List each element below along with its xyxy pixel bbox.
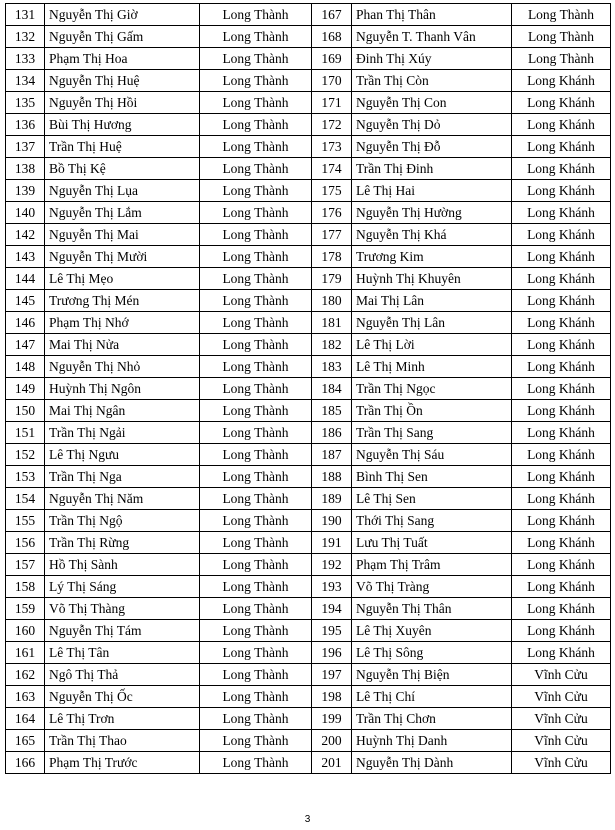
left-place-cell: Long Thành xyxy=(200,246,312,268)
right-place-cell: Long Khánh xyxy=(512,422,611,444)
right-number-cell: 184 xyxy=(312,378,352,400)
table-row xyxy=(6,48,611,70)
table-row xyxy=(6,312,611,334)
right-place-cell: Vĩnh Cửu xyxy=(512,730,611,752)
left-number-cell: 133 xyxy=(6,48,45,70)
right-name-cell: Nguyễn Thị Con xyxy=(352,92,512,114)
right-name-cell: Huỳnh Thị Danh xyxy=(352,730,512,752)
left-number-cell: 164 xyxy=(6,708,45,730)
left-name-cell: Bùi Thị Hương xyxy=(45,114,200,136)
right-name-cell: Phan Thị Thân xyxy=(352,4,512,26)
left-name-cell: Nguyễn Thị Nhỏ xyxy=(45,356,200,378)
left-place-cell: Long Thành xyxy=(200,48,312,70)
left-number-cell: 154 xyxy=(6,488,45,510)
left-name-cell: Trần Thị Ngải xyxy=(45,422,200,444)
table-row xyxy=(6,356,611,378)
left-place-cell: Long Thành xyxy=(200,70,312,92)
right-name-cell: Nguyễn Thị Hường xyxy=(352,202,512,224)
left-place-cell: Long Thành xyxy=(200,510,312,532)
right-number-cell: 199 xyxy=(312,708,352,730)
right-place-cell: Long Khánh xyxy=(512,92,611,114)
right-place-cell: Long Khánh xyxy=(512,510,611,532)
right-place-cell: Long Khánh xyxy=(512,246,611,268)
right-number-cell: 196 xyxy=(312,642,352,664)
right-number-cell: 181 xyxy=(312,312,352,334)
table-row xyxy=(6,268,611,290)
left-number-cell: 147 xyxy=(6,334,45,356)
left-name-cell: Lý Thị Sáng xyxy=(45,576,200,598)
left-place-cell: Long Thành xyxy=(200,202,312,224)
left-name-cell: Ngô Thị Thả xyxy=(45,664,200,686)
left-number-cell: 152 xyxy=(6,444,45,466)
right-name-cell: Lê Thị Xuyên xyxy=(352,620,512,642)
left-name-cell: Bồ Thị Kệ xyxy=(45,158,200,180)
right-number-cell: 194 xyxy=(312,598,352,620)
left-place-cell: Long Thành xyxy=(200,466,312,488)
left-number-cell: 137 xyxy=(6,136,45,158)
left-number-cell: 163 xyxy=(6,686,45,708)
right-number-cell: 188 xyxy=(312,466,352,488)
right-number-cell: 177 xyxy=(312,224,352,246)
left-number-cell: 157 xyxy=(6,554,45,576)
right-number-cell: 179 xyxy=(312,268,352,290)
right-place-cell: Long Khánh xyxy=(512,620,611,642)
left-place-cell: Long Thành xyxy=(200,620,312,642)
right-place-cell: Long Khánh xyxy=(512,114,611,136)
right-place-cell: Vĩnh Cửu xyxy=(512,686,611,708)
table-row xyxy=(6,642,611,664)
right-number-cell: 195 xyxy=(312,620,352,642)
left-name-cell: Phạm Thị Trước xyxy=(45,752,200,774)
left-place-cell: Long Thành xyxy=(200,180,312,202)
left-number-cell: 131 xyxy=(6,4,45,26)
right-name-cell: Nguyễn Thị Dỏ xyxy=(352,114,512,136)
right-name-cell: Lê Thị Minh xyxy=(352,356,512,378)
left-name-cell: Nguyễn Thị Mười xyxy=(45,246,200,268)
left-number-cell: 158 xyxy=(6,576,45,598)
left-place-cell: Long Thành xyxy=(200,290,312,312)
right-number-cell: 191 xyxy=(312,532,352,554)
right-place-cell: Long Khánh xyxy=(512,290,611,312)
left-name-cell: Nguyễn Thị Gấm xyxy=(45,26,200,48)
left-number-cell: 155 xyxy=(6,510,45,532)
left-name-cell: Phạm Thị Nhớ xyxy=(45,312,200,334)
right-place-cell: Long Khánh xyxy=(512,312,611,334)
right-name-cell: Trương Kim xyxy=(352,246,512,268)
left-place-cell: Long Thành xyxy=(200,532,312,554)
right-number-cell: 178 xyxy=(312,246,352,268)
right-place-cell: Long Khánh xyxy=(512,356,611,378)
left-number-cell: 143 xyxy=(6,246,45,268)
right-number-cell: 168 xyxy=(312,26,352,48)
left-name-cell: Trương Thị Mén xyxy=(45,290,200,312)
left-name-cell: Nguyễn Thị Lắm xyxy=(45,202,200,224)
table-row xyxy=(6,92,611,114)
right-place-cell: Long Khánh xyxy=(512,268,611,290)
left-place-cell: Long Thành xyxy=(200,730,312,752)
right-name-cell: Nguyễn Thị Đỗ xyxy=(352,136,512,158)
left-place-cell: Long Thành xyxy=(200,686,312,708)
right-place-cell: Long Khánh xyxy=(512,400,611,422)
table-row xyxy=(6,378,611,400)
right-place-cell: Long Khánh xyxy=(512,202,611,224)
right-name-cell: Trần Thị Sang xyxy=(352,422,512,444)
right-place-cell: Long Khánh xyxy=(512,158,611,180)
left-place-cell: Long Thành xyxy=(200,92,312,114)
right-name-cell: Mai Thị Lân xyxy=(352,290,512,312)
left-place-cell: Long Thành xyxy=(200,356,312,378)
right-name-cell: Đinh Thị Xúy xyxy=(352,48,512,70)
right-place-cell: Long Khánh xyxy=(512,444,611,466)
left-name-cell: Nguyễn Thị Ốc xyxy=(45,686,200,708)
table-row xyxy=(6,334,611,356)
table-row xyxy=(6,4,611,26)
table-body xyxy=(6,4,611,774)
left-name-cell: Huỳnh Thị Ngôn xyxy=(45,378,200,400)
right-number-cell: 190 xyxy=(312,510,352,532)
left-place-cell: Long Thành xyxy=(200,334,312,356)
right-name-cell: Trần Thị Ồn xyxy=(352,400,512,422)
table-row xyxy=(6,290,611,312)
left-place-cell: Long Thành xyxy=(200,598,312,620)
left-name-cell: Mai Thị Nửa xyxy=(45,334,200,356)
right-number-cell: 198 xyxy=(312,686,352,708)
table-row xyxy=(6,246,611,268)
right-name-cell: Nguyễn Thị Biện xyxy=(352,664,512,686)
right-name-cell: Trần Thị Đinh xyxy=(352,158,512,180)
table-row xyxy=(6,598,611,620)
left-number-cell: 166 xyxy=(6,752,45,774)
right-number-cell: 201 xyxy=(312,752,352,774)
right-name-cell: Nguyễn Thị Dành xyxy=(352,752,512,774)
left-number-cell: 165 xyxy=(6,730,45,752)
left-place-cell: Long Thành xyxy=(200,554,312,576)
left-place-cell: Long Thành xyxy=(200,224,312,246)
table-row xyxy=(6,488,611,510)
right-name-cell: Trần Thị Còn xyxy=(352,70,512,92)
right-number-cell: 169 xyxy=(312,48,352,70)
left-number-cell: 146 xyxy=(6,312,45,334)
right-place-cell: Long Khánh xyxy=(512,554,611,576)
left-number-cell: 161 xyxy=(6,642,45,664)
right-place-cell: Long Khánh xyxy=(512,136,611,158)
right-number-cell: 183 xyxy=(312,356,352,378)
right-place-cell: Long Thành xyxy=(512,48,611,70)
right-name-cell: Phạm Thị Trâm xyxy=(352,554,512,576)
right-number-cell: 189 xyxy=(312,488,352,510)
left-number-cell: 149 xyxy=(6,378,45,400)
left-name-cell: Võ Thị Thàng xyxy=(45,598,200,620)
table-row xyxy=(6,202,611,224)
left-place-cell: Long Thành xyxy=(200,114,312,136)
right-number-cell: 180 xyxy=(312,290,352,312)
table-row xyxy=(6,158,611,180)
left-number-cell: 139 xyxy=(6,180,45,202)
table-row xyxy=(6,730,611,752)
name-list-table xyxy=(5,3,611,774)
left-place-cell: Long Thành xyxy=(200,158,312,180)
left-name-cell: Trần Thị Ngộ xyxy=(45,510,200,532)
right-number-cell: 185 xyxy=(312,400,352,422)
left-name-cell: Trần Thị Nga xyxy=(45,466,200,488)
page-number: 3 xyxy=(304,814,311,825)
right-place-cell: Long Khánh xyxy=(512,224,611,246)
table-row xyxy=(6,224,611,246)
right-number-cell: 182 xyxy=(312,334,352,356)
right-place-cell: Long Khánh xyxy=(512,70,611,92)
left-name-cell: Lê Thị Trơn xyxy=(45,708,200,730)
left-number-cell: 145 xyxy=(6,290,45,312)
right-name-cell: Lê Thị Sông xyxy=(352,642,512,664)
right-place-cell: Long Khánh xyxy=(512,466,611,488)
table-row xyxy=(6,180,611,202)
table-row xyxy=(6,422,611,444)
left-number-cell: 144 xyxy=(6,268,45,290)
table-row xyxy=(6,752,611,774)
left-name-cell: Nguyễn Thị Huệ xyxy=(45,70,200,92)
left-name-cell: Lê Thị Ngưu xyxy=(45,444,200,466)
right-place-cell: Long Thành xyxy=(512,26,611,48)
right-name-cell: Thới Thị Sang xyxy=(352,510,512,532)
right-number-cell: 187 xyxy=(312,444,352,466)
left-place-cell: Long Thành xyxy=(200,136,312,158)
left-name-cell: Trần Thị Huệ xyxy=(45,136,200,158)
right-number-cell: 193 xyxy=(312,576,352,598)
right-number-cell: 175 xyxy=(312,180,352,202)
right-place-cell: Long Khánh xyxy=(512,378,611,400)
left-place-cell: Long Thành xyxy=(200,576,312,598)
left-number-cell: 159 xyxy=(6,598,45,620)
right-number-cell: 186 xyxy=(312,422,352,444)
left-name-cell: Nguyễn Thị Năm xyxy=(45,488,200,510)
left-name-cell: Nguyễn Thị Tám xyxy=(45,620,200,642)
right-name-cell: Lưu Thị Tuất xyxy=(352,532,512,554)
right-number-cell: 170 xyxy=(312,70,352,92)
left-number-cell: 134 xyxy=(6,70,45,92)
left-place-cell: Long Thành xyxy=(200,312,312,334)
right-place-cell: Vĩnh Cửu xyxy=(512,664,611,686)
left-number-cell: 162 xyxy=(6,664,45,686)
left-name-cell: Nguyễn Thị Hồi xyxy=(45,92,200,114)
left-name-cell: Nguyễn Thị Mai xyxy=(45,224,200,246)
table-row xyxy=(6,620,611,642)
left-place-cell: Long Thành xyxy=(200,642,312,664)
right-name-cell: Trần Thị Chơn xyxy=(352,708,512,730)
left-number-cell: 156 xyxy=(6,532,45,554)
right-place-cell: Long Khánh xyxy=(512,642,611,664)
table-row xyxy=(6,400,611,422)
left-place-cell: Long Thành xyxy=(200,268,312,290)
table-row xyxy=(6,686,611,708)
table-row xyxy=(6,532,611,554)
right-name-cell: Lê Thị Sen xyxy=(352,488,512,510)
table-row xyxy=(6,444,611,466)
left-number-cell: 148 xyxy=(6,356,45,378)
right-number-cell: 167 xyxy=(312,4,352,26)
table-row xyxy=(6,554,611,576)
left-name-cell: Mai Thị Ngân xyxy=(45,400,200,422)
right-name-cell: Lê Thị Hai xyxy=(352,180,512,202)
table-row xyxy=(6,576,611,598)
right-place-cell: Vĩnh Cửu xyxy=(512,708,611,730)
right-number-cell: 176 xyxy=(312,202,352,224)
left-number-cell: 135 xyxy=(6,92,45,114)
right-number-cell: 174 xyxy=(312,158,352,180)
left-place-cell: Long Thành xyxy=(200,664,312,686)
right-place-cell: Long Khánh xyxy=(512,180,611,202)
right-name-cell: Nguyễn Thị Lân xyxy=(352,312,512,334)
right-number-cell: 173 xyxy=(312,136,352,158)
left-place-cell: Long Thành xyxy=(200,708,312,730)
left-place-cell: Long Thành xyxy=(200,4,312,26)
right-name-cell: Lê Thị Chí xyxy=(352,686,512,708)
left-number-cell: 160 xyxy=(6,620,45,642)
table-row xyxy=(6,664,611,686)
table-row xyxy=(6,708,611,730)
table-row xyxy=(6,26,611,48)
left-name-cell: Trần Thị Rừng xyxy=(45,532,200,554)
right-place-cell: Long Thành xyxy=(512,4,611,26)
left-place-cell: Long Thành xyxy=(200,422,312,444)
left-number-cell: 136 xyxy=(6,114,45,136)
right-number-cell: 171 xyxy=(312,92,352,114)
left-number-cell: 138 xyxy=(6,158,45,180)
left-number-cell: 153 xyxy=(6,466,45,488)
right-place-cell: Long Khánh xyxy=(512,488,611,510)
left-number-cell: 150 xyxy=(6,400,45,422)
left-place-cell: Long Thành xyxy=(200,26,312,48)
left-name-cell: Lê Thị Mẹo xyxy=(45,268,200,290)
right-name-cell: Trần Thị Ngọc xyxy=(352,378,512,400)
table-row xyxy=(6,510,611,532)
left-place-cell: Long Thành xyxy=(200,752,312,774)
left-place-cell: Long Thành xyxy=(200,378,312,400)
right-name-cell: Nguyễn T. Thanh Vân xyxy=(352,26,512,48)
right-number-cell: 197 xyxy=(312,664,352,686)
right-number-cell: 200 xyxy=(312,730,352,752)
left-name-cell: Lê Thị Tân xyxy=(45,642,200,664)
right-name-cell: Lê Thị Lời xyxy=(352,334,512,356)
right-name-cell: Nguyễn Thị Khá xyxy=(352,224,512,246)
left-name-cell: Nguyễn Thị Giờ xyxy=(45,4,200,26)
left-number-cell: 140 xyxy=(6,202,45,224)
table-row xyxy=(6,466,611,488)
left-name-cell: Trần Thị Thao xyxy=(45,730,200,752)
left-place-cell: Long Thành xyxy=(200,444,312,466)
right-number-cell: 192 xyxy=(312,554,352,576)
right-name-cell: Huỳnh Thị Khuyên xyxy=(352,268,512,290)
right-name-cell: Bình Thị Sen xyxy=(352,466,512,488)
right-number-cell: 172 xyxy=(312,114,352,136)
table-row xyxy=(6,70,611,92)
left-number-cell: 142 xyxy=(6,224,45,246)
right-name-cell: Nguyễn Thị Sáu xyxy=(352,444,512,466)
table-row xyxy=(6,136,611,158)
right-place-cell: Long Khánh xyxy=(512,532,611,554)
right-name-cell: Nguyễn Thị Thân xyxy=(352,598,512,620)
right-place-cell: Long Khánh xyxy=(512,576,611,598)
right-place-cell: Long Khánh xyxy=(512,334,611,356)
right-place-cell: Long Khánh xyxy=(512,598,611,620)
left-name-cell: Phạm Thị Hoa xyxy=(45,48,200,70)
right-place-cell: Vĩnh Cửu xyxy=(512,752,611,774)
left-name-cell: Nguyễn Thị Lụa xyxy=(45,180,200,202)
left-place-cell: Long Thành xyxy=(200,488,312,510)
left-place-cell: Long Thành xyxy=(200,400,312,422)
left-number-cell: 132 xyxy=(6,26,45,48)
table-row xyxy=(6,114,611,136)
left-number-cell: 151 xyxy=(6,422,45,444)
left-name-cell: Hồ Thị Sành xyxy=(45,554,200,576)
right-name-cell: Võ Thị Tràng xyxy=(352,576,512,598)
